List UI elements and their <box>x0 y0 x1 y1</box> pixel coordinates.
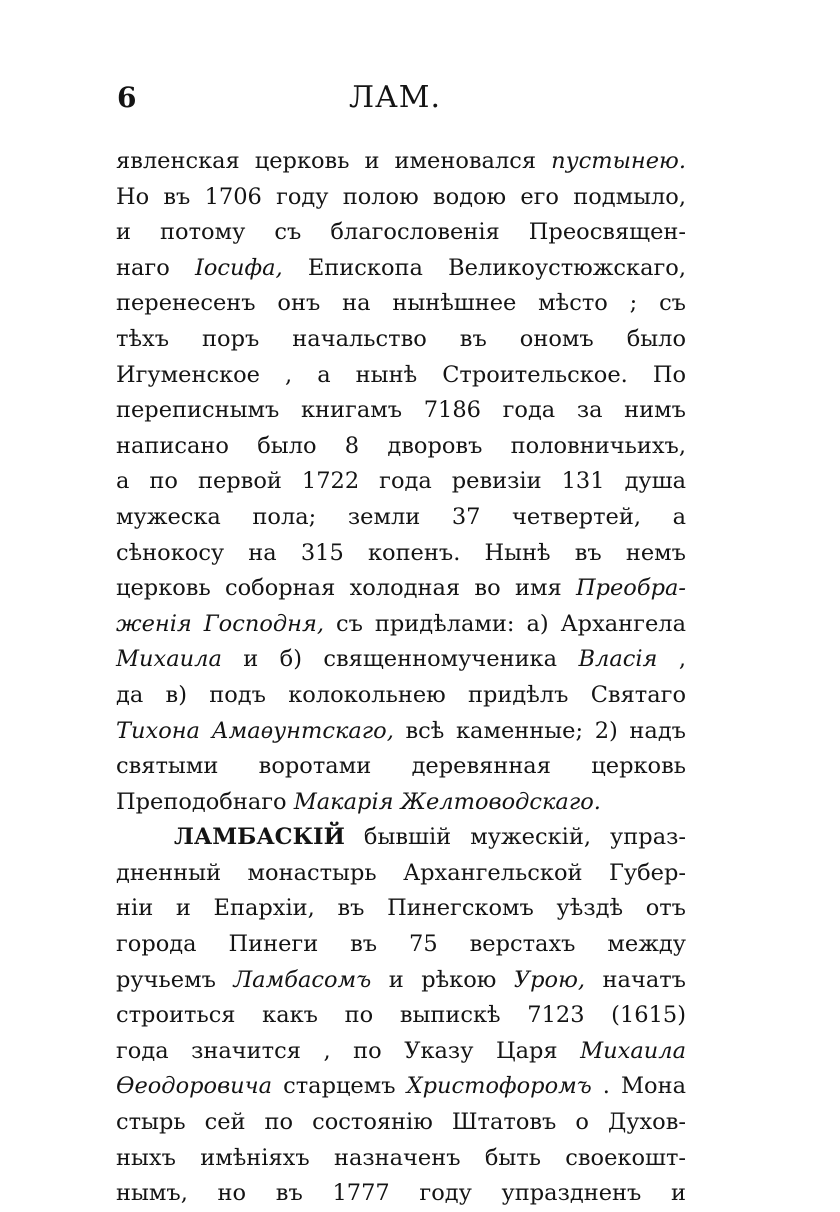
text-segment: строиться какъ по выпискѣ 7123 (1615) <box>116 1002 686 1029</box>
text-segment: явленская церковь и именовался <box>116 148 552 174</box>
text-segment: да в) подъ колокольнею придѣлъ Святаго <box>116 681 686 708</box>
text-line <box>116 607 686 643</box>
text-segment: Но въ 1706 году полою водою его подмыло, <box>116 183 686 210</box>
text-segment: Игуменское , а нынѣ Строительское. По <box>116 361 686 388</box>
text-segment: , <box>657 646 686 673</box>
italic-text: Урою, <box>513 966 586 993</box>
text-segment: стырь сей по состоянію Штатовъ о Духов- <box>116 1109 686 1136</box>
text-segment: наго <box>116 254 195 281</box>
italic-text: пустынею. <box>551 148 686 174</box>
text-segment: Преподобнаго <box>116 788 294 815</box>
text-line <box>116 180 686 216</box>
text-segment: написано было 8 дворовъ половничьихъ, <box>116 432 686 459</box>
text-line <box>116 1176 686 1212</box>
text-line <box>116 251 686 287</box>
text-segment: года значится , по Указу Царя <box>116 1037 581 1064</box>
running-head: ЛАМ. <box>349 80 442 115</box>
italic-text: Михаила <box>580 1037 686 1064</box>
text-segment: бывшій мужескій, упраз- <box>344 824 686 851</box>
text-segment: . Мона <box>591 1073 686 1100</box>
text-segment: нымъ, но въ 1777 году упраздненъ и <box>116 1180 686 1207</box>
text-line <box>116 927 686 963</box>
text-line <box>116 1069 686 1105</box>
text-line <box>116 1034 686 1070</box>
text-line <box>116 358 686 394</box>
italic-text: Ламбасомъ <box>233 966 372 993</box>
text-segment: ручьемъ <box>116 966 234 993</box>
text-segment: съ придѣлами: а) Архангела <box>324 610 686 637</box>
text-segment: а по первой 1722 года ревизіи 131 душа <box>116 468 686 495</box>
text-segment: переписнымъ книгамъ 7186 года за нимъ <box>116 397 686 424</box>
italic-text: Власія <box>578 646 658 673</box>
text-line <box>116 429 686 465</box>
text-segment: тѣхъ поръ начальство въ ономъ было <box>116 325 686 352</box>
bold-heading-text: ЛАМБАСКІЙ <box>174 824 345 851</box>
italic-text: Тихона Амаѳунтскаго, <box>116 717 394 744</box>
text-segment: ніи и Епархіи, въ Пинегскомъ уѣздѣ отъ <box>116 895 686 922</box>
italic-text: Іосифа, <box>194 254 283 281</box>
text-segment: Епископа Великоустюжскаго, <box>282 254 686 281</box>
text-line <box>116 856 686 892</box>
text-line <box>116 891 686 927</box>
text-line <box>116 678 686 714</box>
text-line <box>116 500 686 536</box>
text-line <box>116 998 686 1034</box>
italic-text: Макарія Желтоводскаго. <box>293 788 601 815</box>
text-segment: города Пинеги въ 75 верстахъ между <box>116 931 686 958</box>
text-line <box>116 1141 686 1177</box>
text-line <box>116 322 686 358</box>
text-segment: мужеска пола; земли 37 четвертей, а <box>116 503 686 530</box>
text-segment: и потому съ благословенія Преосвящен- <box>116 219 686 246</box>
text-line <box>116 286 686 322</box>
italic-text: Михаила <box>116 646 222 673</box>
text-segment: и рѣкою <box>371 966 514 993</box>
text-segment: святыми воротами деревянная церковь <box>116 753 686 780</box>
text-line <box>116 963 686 999</box>
body-text <box>116 144 686 1212</box>
text-line <box>116 749 686 785</box>
italic-text: Христофоромъ <box>406 1073 592 1100</box>
text-segment: церковь соборная холодная во имя <box>116 575 576 602</box>
text-line <box>116 215 686 251</box>
text-line <box>116 820 686 856</box>
page-number: 6 <box>117 81 137 114</box>
text-segment: всѣ каменные; 2) надъ <box>393 717 686 744</box>
italic-text: Ѳеодоровича <box>116 1073 273 1100</box>
text-segment: ныхъ имѣніяхъ назначенъ быть своекошт- <box>116 1144 686 1171</box>
text-line <box>116 536 686 572</box>
text-line <box>116 464 686 500</box>
text-segment: начатъ <box>585 966 686 993</box>
text-line <box>116 393 686 429</box>
text-segment: сѣнокосу на 315 копенъ. Нынѣ въ немъ <box>116 539 686 566</box>
italic-text: женія Господня, <box>116 610 324 637</box>
text-segment: старцемъ <box>272 1073 407 1100</box>
text-segment: и б) священномученика <box>221 646 579 673</box>
text-line <box>116 1105 686 1141</box>
text-line <box>116 642 686 678</box>
text-line <box>116 144 686 180</box>
text-segment: перенесенъ онъ на нынѣшнее мѣсто ; съ <box>116 290 686 317</box>
text-line <box>116 714 686 750</box>
text-segment: дненный монастырь Архангельской Губер- <box>116 859 686 886</box>
text-line <box>116 785 686 821</box>
italic-text: Преобра- <box>575 575 686 602</box>
text-line <box>116 571 686 607</box>
